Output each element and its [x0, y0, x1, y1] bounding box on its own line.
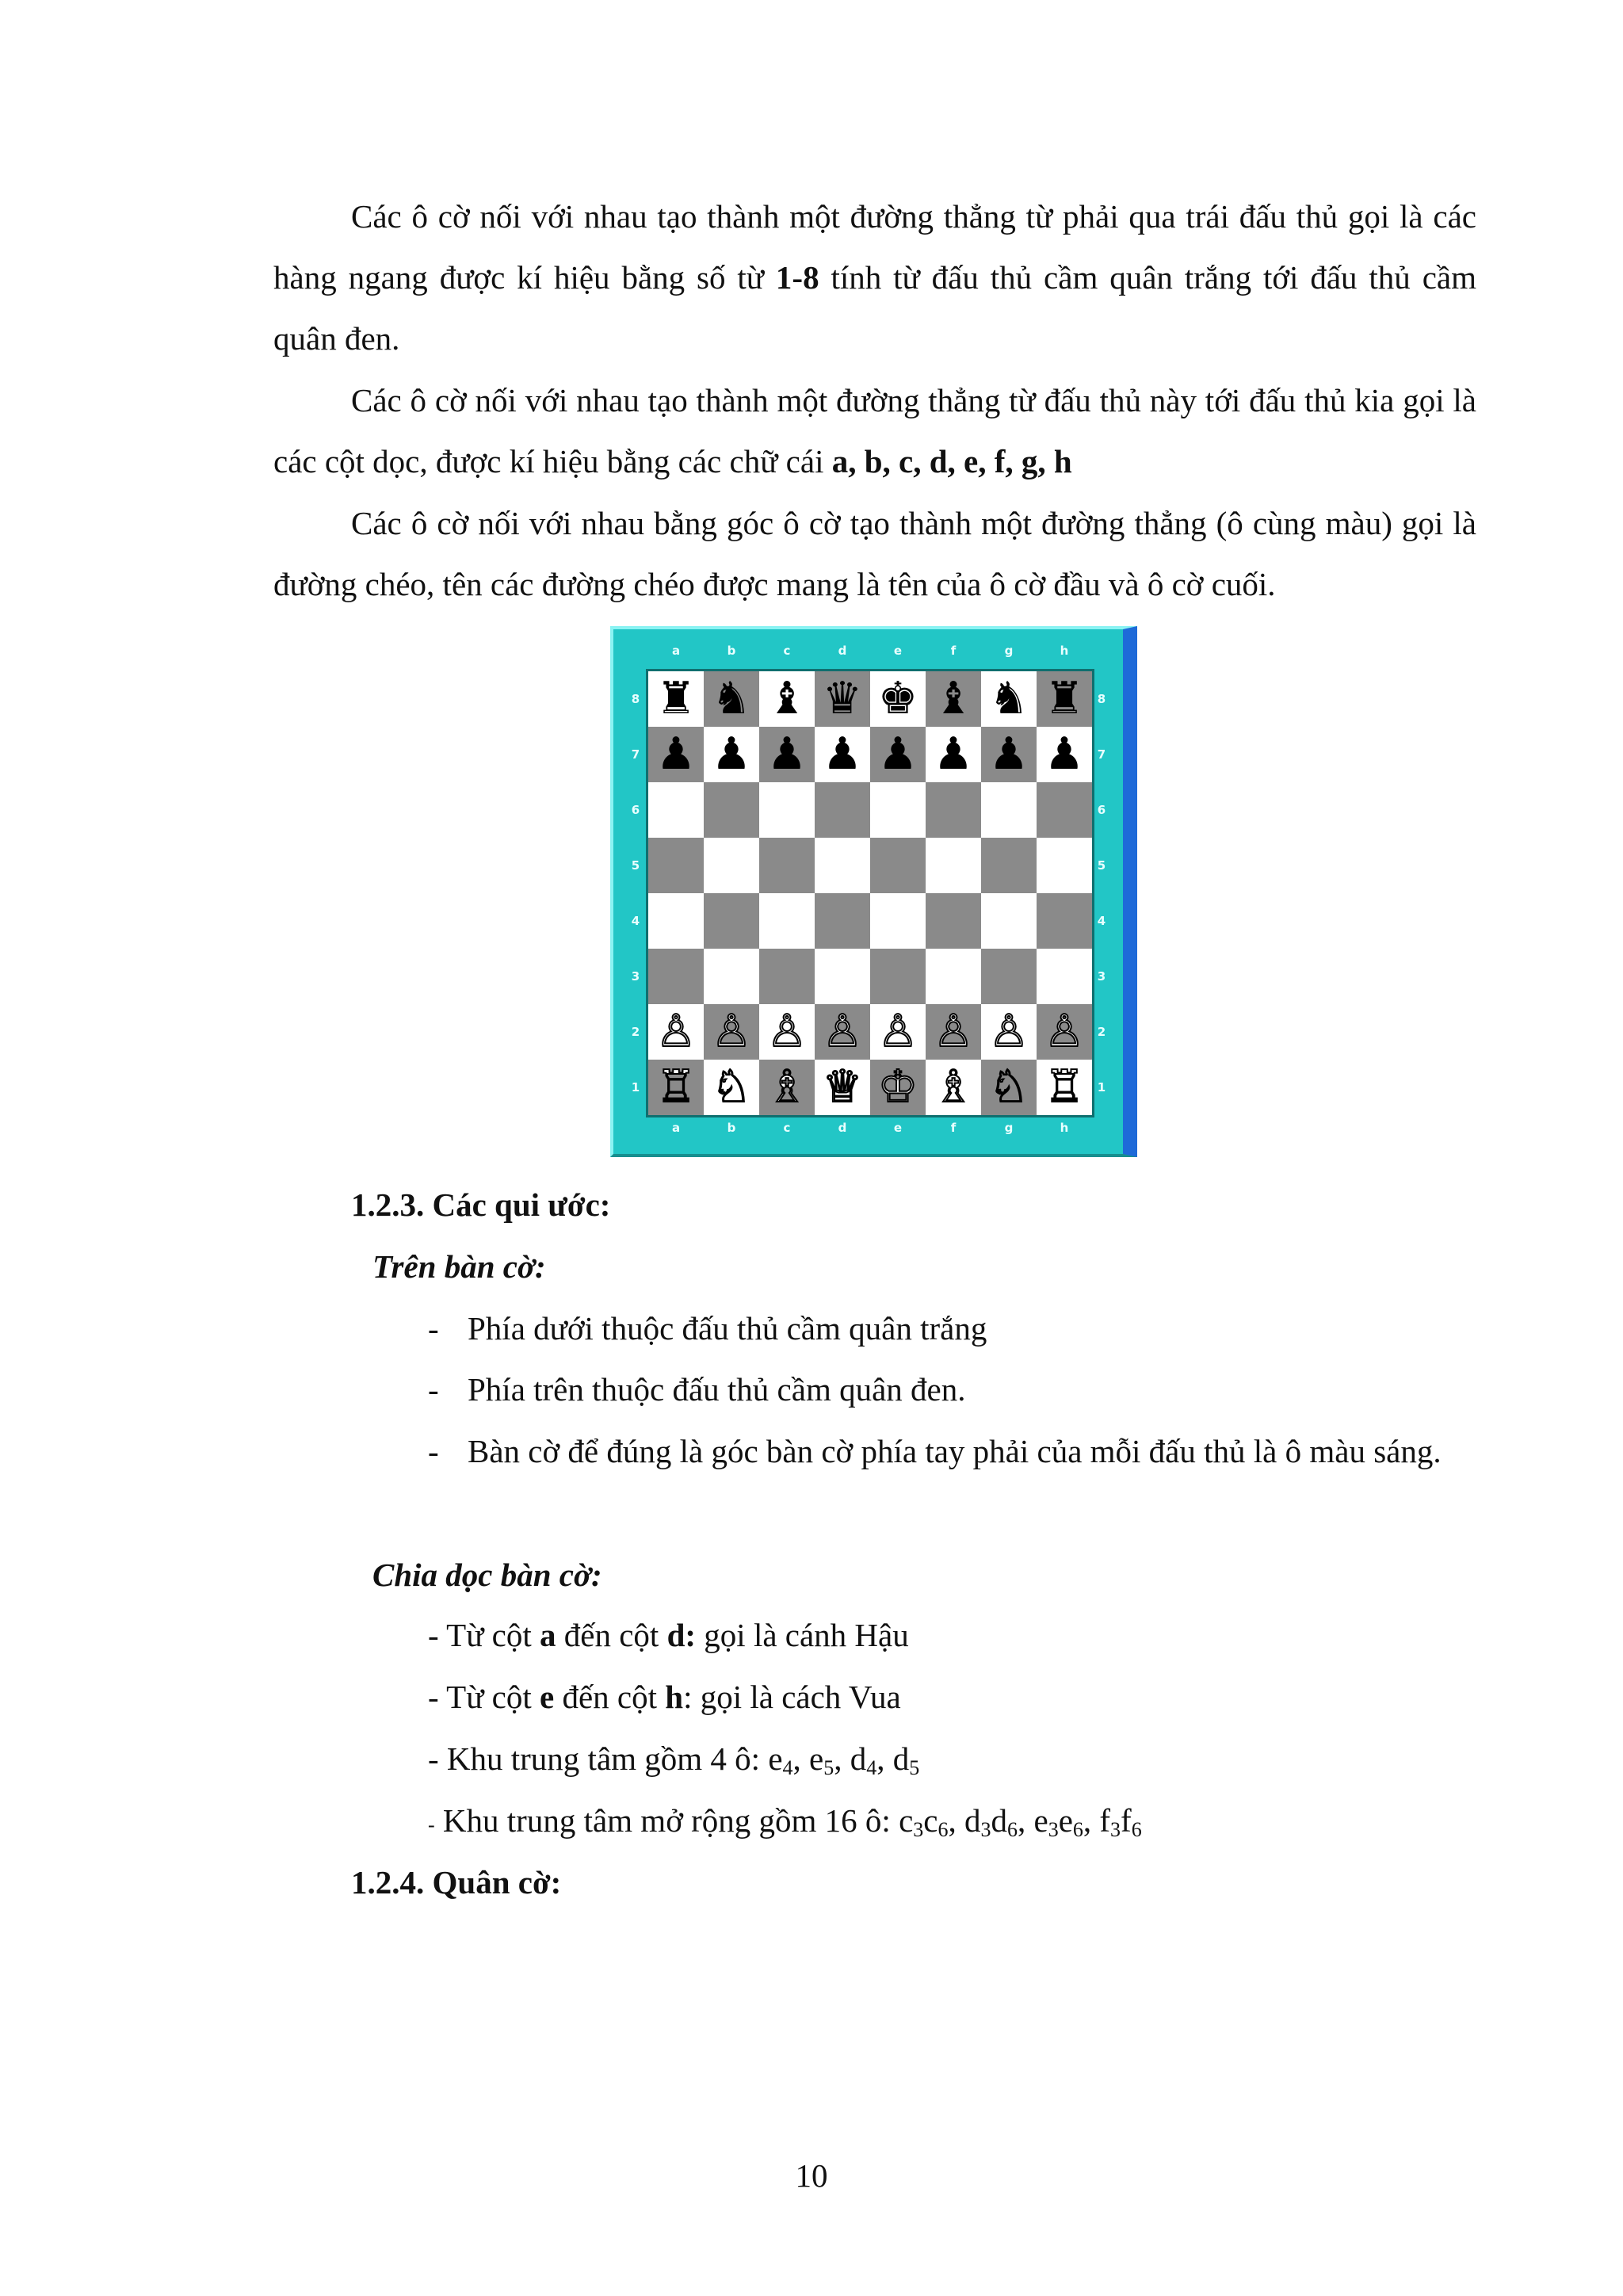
- board-square-f7: [926, 727, 981, 782]
- board-square-a5: [648, 838, 704, 893]
- board-square-h5: [1037, 838, 1092, 893]
- chess-piece-icon: ♗: [766, 1061, 808, 1113]
- board-square-c2: [759, 1004, 815, 1060]
- paragraph-diagonals: [273, 493, 1476, 615]
- board-square-c6: [759, 782, 815, 838]
- chess-piece-icon: ♝: [766, 673, 808, 724]
- chess-piece-icon: ♛: [822, 673, 863, 724]
- board-square-b7: [704, 727, 759, 782]
- paragraph-text: Các ô cờ nối với nhau tạo thành một đường thẳng từ phải qua trái đấu thủ gọi là các hàng ngang được kí hiệu bằng số từ: [273, 198, 1476, 296]
- paragraph-ranks: [273, 186, 1476, 369]
- rank-label: 6: [631, 803, 640, 817]
- board-square-a3: [648, 949, 704, 1004]
- board-square-g5: [981, 838, 1037, 893]
- rank-label: 5: [631, 858, 640, 873]
- file-label: e: [893, 1121, 903, 1135]
- rank-label: 4: [1097, 914, 1106, 928]
- board-square-e8: [870, 671, 926, 727]
- file-label: f: [950, 644, 957, 658]
- chess-piece-icon: ♙: [711, 1006, 752, 1057]
- board-square-c8: [759, 671, 815, 727]
- board-square-g2: [981, 1004, 1037, 1060]
- chess-piece-icon: ♔: [877, 1061, 918, 1113]
- chess-piece-icon: ♟: [766, 728, 808, 780]
- chess-piece-icon: ♙: [655, 1006, 697, 1057]
- chess-piece-icon: ♕: [822, 1061, 863, 1113]
- board-square-h8: [1037, 671, 1092, 727]
- file-label: g: [1004, 644, 1014, 658]
- file-label: f: [950, 1121, 957, 1135]
- section-heading-conventions: 1.2.3. Các qui ước:: [351, 1186, 611, 1223]
- chess-board-grid: [646, 669, 1094, 1117]
- board-square-c5: [759, 838, 815, 893]
- chess-piece-icon: ♙: [877, 1006, 918, 1057]
- rank-label: 1: [1097, 1080, 1106, 1095]
- paragraph-text: Các ô cờ nối với nhau tạo thành một đường thẳng từ đấu thủ này tới đấu thủ kia gọi là các cột dọc, được kí hiệu bằng các chữ cái: [273, 382, 1476, 479]
- board-square-d5: [815, 838, 870, 893]
- chess-piece-icon: ♘: [711, 1061, 752, 1113]
- chess-piece-icon: ♖: [1044, 1061, 1085, 1113]
- board-square-c3: [759, 949, 815, 1004]
- board-square-d3: [815, 949, 870, 1004]
- board-square-h4: [1037, 893, 1092, 949]
- list-item-queenside: - Từ cột a đến cột d: gọi là cánh Hậu: [428, 1617, 909, 1653]
- paragraph-text: tính từ đấu thủ cầm quân trắng tới đấu thủ cầm quân đen.: [273, 259, 1476, 357]
- board-square-e4: [870, 893, 926, 949]
- chess-piece-icon: ♙: [933, 1006, 974, 1057]
- file-label: g: [1004, 1121, 1014, 1135]
- file-label: d: [838, 644, 847, 658]
- board-square-b3: [704, 949, 759, 1004]
- board-square-d4: [815, 893, 870, 949]
- board-square-b2: [704, 1004, 759, 1060]
- chess-piece-icon: ♞: [711, 673, 752, 724]
- chess-piece-icon: ♜: [1044, 673, 1085, 724]
- list-item-center: - Khu trung tâm gồm 4 ô: $e_4$, $e_5$, $d_4$, $d_5$: [428, 1740, 920, 1779]
- rank-label: 4: [631, 914, 640, 928]
- board-square-h2: [1037, 1004, 1092, 1060]
- board-square-a2: [648, 1004, 704, 1060]
- board-square-e6: [870, 782, 926, 838]
- board-square-g3: [981, 949, 1037, 1004]
- board-square-g8: [981, 671, 1037, 727]
- bullet-dash: -: [428, 1371, 439, 1408]
- chess-piece-icon: ♙: [822, 1006, 863, 1057]
- subheading-on-board: Trên bàn cờ:: [372, 1248, 546, 1285]
- file-label: b: [727, 644, 736, 658]
- board-square-g6: [981, 782, 1037, 838]
- board-square-e3: [870, 949, 926, 1004]
- board-square-f8: [926, 671, 981, 727]
- rank-label: 2: [631, 1025, 640, 1039]
- file-label: a: [671, 644, 681, 658]
- file-label: h: [1060, 644, 1069, 658]
- board-square-a7: [648, 727, 704, 782]
- board-square-e5: [870, 838, 926, 893]
- board-square-f1: [926, 1060, 981, 1115]
- paragraph-files: [273, 370, 1476, 492]
- chess-piece-icon: ♜: [655, 673, 697, 724]
- board-square-e2: [870, 1004, 926, 1060]
- list-item: Bàn cờ để đúng là góc bàn cờ phía tay phải của mỗi đấu thủ là ô màu sáng.: [468, 1433, 1442, 1469]
- chess-piece-icon: ♗: [933, 1061, 974, 1113]
- rank-label: 7: [1097, 747, 1106, 762]
- board-square-b5: [704, 838, 759, 893]
- chess-piece-icon: ♟: [933, 728, 974, 780]
- board-square-g4: [981, 893, 1037, 949]
- board-square-a6: [648, 782, 704, 838]
- rank-label: 8: [631, 692, 640, 706]
- board-square-h7: [1037, 727, 1092, 782]
- board-square-c4: [759, 893, 815, 949]
- board-square-g7: [981, 727, 1037, 782]
- chess-piece-icon: ♟: [655, 728, 697, 780]
- section-heading-pieces: 1.2.4. Quân cờ:: [351, 1864, 562, 1901]
- chess-piece-icon: ♟: [822, 728, 863, 780]
- rank-label: 3: [631, 969, 640, 984]
- board-square-a4: [648, 893, 704, 949]
- chess-piece-icon: ♙: [766, 1006, 808, 1057]
- board-square-b1: [704, 1060, 759, 1115]
- subheading-board-split: Chia dọc bàn cờ:: [372, 1557, 602, 1593]
- chess-piece-icon: ♟: [711, 728, 752, 780]
- board-square-f5: [926, 838, 981, 893]
- file-label: c: [783, 644, 791, 658]
- chess-piece-icon: ♝: [933, 673, 974, 724]
- chess-piece-icon: ♟: [988, 728, 1029, 780]
- list-item: Phía dưới thuộc đấu thủ cầm quân trắng: [468, 1310, 987, 1347]
- chess-piece-icon: ♟: [877, 728, 918, 780]
- file-label: d: [838, 1121, 847, 1135]
- chess-board-figure: [610, 626, 1137, 1157]
- chess-piece-icon: ♘: [988, 1061, 1029, 1113]
- board-square-b6: [704, 782, 759, 838]
- board-square-d1: [815, 1060, 870, 1115]
- board-square-h3: [1037, 949, 1092, 1004]
- chess-piece-icon: ♙: [988, 1006, 1029, 1057]
- board-square-f6: [926, 782, 981, 838]
- board-square-h1: [1037, 1060, 1092, 1115]
- board-square-c1: [759, 1060, 815, 1115]
- file-label: h: [1060, 1121, 1069, 1135]
- file-label: c: [783, 1121, 791, 1135]
- board-square-d7: [815, 727, 870, 782]
- rank-label: 5: [1097, 858, 1106, 873]
- chess-piece-icon: ♙: [1044, 1006, 1085, 1057]
- page-number: 10: [795, 2157, 828, 2194]
- file-label: a: [671, 1121, 681, 1135]
- bullet-dash: -: [428, 1433, 439, 1469]
- file-label: e: [893, 644, 903, 658]
- board-square-e1: [870, 1060, 926, 1115]
- board-square-h6: [1037, 782, 1092, 838]
- bold-text: a, b, c, d, e, f, g, h: [831, 443, 1072, 479]
- board-square-b8: [704, 671, 759, 727]
- rank-label: 1: [631, 1080, 640, 1095]
- bullet-dash: -: [428, 1310, 439, 1347]
- chess-piece-icon: ♟: [1044, 728, 1085, 780]
- paragraph-text: Các ô cờ nối với nhau bằng góc ô cờ tạo thành một đường thẳng (ô cùng màu) gọi là đường chéo, tên các đường chéo được mang là tên của ô cờ đầu và ô cờ cuối.: [273, 505, 1476, 602]
- list-item: Phía trên thuộc đấu thủ cầm quân đen.: [468, 1371, 966, 1408]
- rank-label: 3: [1097, 969, 1106, 984]
- list-item-kingside: - Từ cột e đến cột h: gọi là cách Vua: [428, 1679, 901, 1715]
- board-square-a8: [648, 671, 704, 727]
- board-square-c7: [759, 727, 815, 782]
- board-square-f4: [926, 893, 981, 949]
- board-square-b4: [704, 893, 759, 949]
- chess-piece-icon: ♚: [877, 673, 918, 724]
- board-square-d8: [815, 671, 870, 727]
- board-square-g1: [981, 1060, 1037, 1115]
- chess-piece-icon: ♞: [988, 673, 1029, 724]
- rank-label: 2: [1097, 1025, 1106, 1039]
- file-label: b: [727, 1121, 736, 1135]
- bold-text: 1-8: [775, 259, 819, 296]
- board-square-f2: [926, 1004, 981, 1060]
- rank-label: 6: [1097, 803, 1106, 817]
- list-item-extended-center: - Khu trung tâm mở rộng gồm 16 ô: $c_3c_6$, $d_3d_6$, $e_3e_6$, $f_3f_6$: [428, 1802, 1142, 1841]
- rank-label: 8: [1097, 692, 1106, 706]
- board-square-e7: [870, 727, 926, 782]
- rank-label: 7: [631, 747, 640, 762]
- chess-piece-icon: ♖: [655, 1061, 697, 1113]
- board-square-d6: [815, 782, 870, 838]
- board-square-d2: [815, 1004, 870, 1060]
- board-square-a1: [648, 1060, 704, 1115]
- board-square-f3: [926, 949, 981, 1004]
